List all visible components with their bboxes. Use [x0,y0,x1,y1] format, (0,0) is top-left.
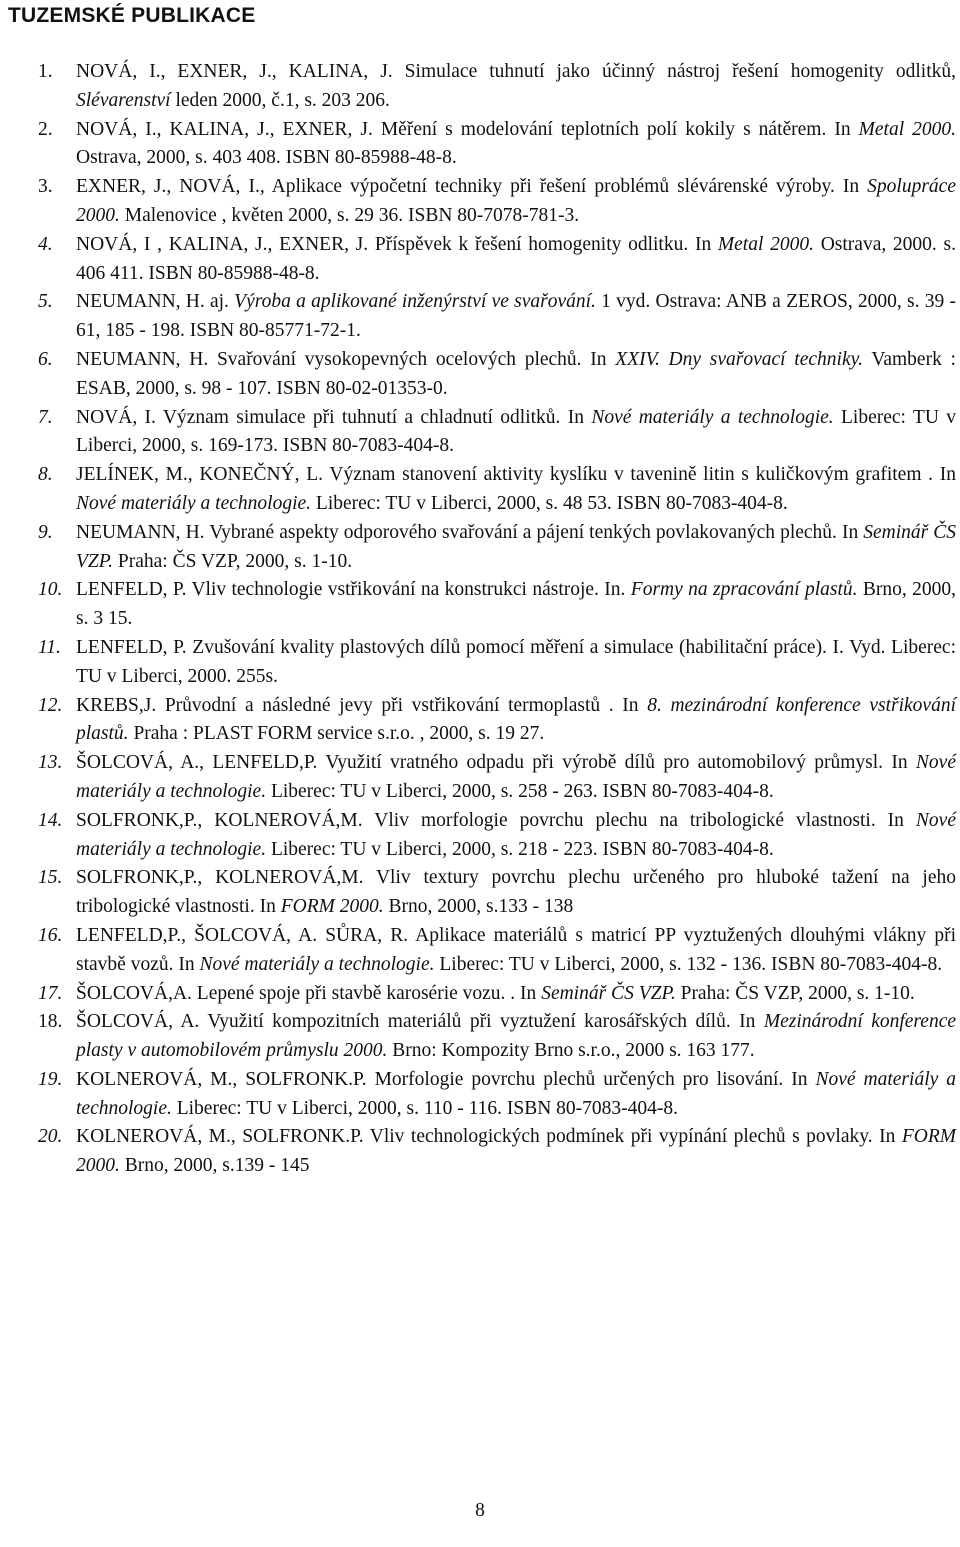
reference-item [0,980,960,1009]
reference-text-segment: Liberec: TU v Liberci, 2000, s. 132 - 136. ISBN 80-7083-404-8. [434,953,943,975]
reference-number: 4. [38,233,53,255]
reference-number: 9. [38,521,53,543]
reference-text [76,749,956,807]
reference-text-segment: Praha: ČS VZP, 2000, s. 1-10. [113,550,353,572]
reference-text-segment: 1 vyd. Ostrava: ANB a ZEROS, 2000, s. 39 - 61, 185 - 198. ISBN 80-85771-72-1. [76,291,956,342]
reference-text-segment: Liberec: TU v Liberci, 2000, s. 169-173. ISBN 80-7083-404-8. [76,406,956,457]
reference-item [0,634,960,692]
reference-text [76,404,956,462]
reference-source-title: Mezinárodní konference plasty v automobilovém průmyslu 2000. [76,1011,957,1062]
reference-source-title: 8. mezinárodní konference vstřikování plastů. [76,694,956,745]
reference-text [76,1066,956,1124]
reference-text-segment: Liberec: TU v Liberci, 2000, s. 258 - 263. ISBN 80-7083-404-8. [266,780,774,802]
reference-text [76,116,956,174]
reference-item [0,576,960,634]
reference-text-segment: LENFELD, P. Vliv technologie vstřikování na konstrukci nástroje. In. [76,579,631,601]
reference-source-title: XXIV. Dny svařovací techniky. [615,348,864,370]
reference-number: 20. [38,1126,63,1148]
reference-text-segment: LENFELD,P., ŠOLCOVÁ, A. SŮRA, R. Aplikace materiálů s matricí PP vyztužených dlouhými vlákny při stavbě vozů. In [76,924,956,975]
reference-item [0,1008,960,1066]
reference-text-segment: NOVÁ, I. Význam simulace při tuhnutí a chladnutí odlitků. In [76,406,592,428]
reference-text-segment: Liberec: TU v Liberci, 2000, s. 110 - 116. ISBN 80-7083-404-8. [171,1097,679,1119]
reference-source-title: Nové materiály a technologie. [199,953,435,975]
reference-text-segment: KREBS,J. Průvodní a následné jevy při vstřikování termoplastů . In [76,694,648,716]
reference-text [76,864,956,922]
reference-number: 2. [38,118,53,140]
reference-text-segment: EXNER, J., NOVÁ, I., Aplikace výpočetní techniky při řešení problémů slévárenské výroby. In [76,176,868,198]
reference-source-title: Nové materiály a technologie. [76,752,956,802]
reference-text-segment: NOVÁ, I , KALINA, J., EXNER, J. Příspěvek k řešení homogenity odlitku. In [76,233,718,255]
reference-text [76,1008,956,1066]
reference-item [0,461,960,519]
reference-text [76,346,956,404]
reference-text [76,519,956,577]
reference-source-title: Nové materiály a technologie. [76,1068,956,1119]
page-number: 8 [475,1500,485,1521]
reference-item [0,519,960,577]
reference-text [76,231,956,289]
reference-text-segment: SOLFRONK,P., KOLNEROVÁ,M. Vliv textury povrchu plechu určeného pro hluboké tažení na jeho tribologické vlastnosti. In [76,867,956,918]
reference-item [0,922,960,980]
reference-item [0,864,960,922]
reference-item [0,346,960,404]
reference-number: 10. [38,579,63,601]
reference-source-title: FORM 2000. [280,896,384,918]
reference-number: 13. [38,752,63,774]
reference-text-segment: Praha : PLAST FORM service s.r.o. , 2000, s. 19 27. [128,723,545,745]
reference-text-segment: Brno: Kompozity Brno s.r.o., 2000 s. 163 177. [387,1040,755,1062]
reference-number: 8. [38,464,53,486]
reference-source-title: Nové materiály a technologie. [591,406,834,428]
reference-text [76,1123,956,1181]
reference-text-segment: Brno, 2000, s.139 - 145 [119,1155,310,1177]
reference-text [76,692,956,750]
reference-text-segment: ŠOLCOVÁ, A., LENFELD,P. Využití vratného odpadu při výrobě dílů pro automobilový průmysl. In [76,752,916,774]
reference-text-segment: Praha: ČS VZP, 2000, s. 1-10. [675,982,915,1004]
reference-item [0,404,960,462]
reference-item [0,58,960,116]
reference-text-segment: Liberec: TU v Liberci, 2000, s. 218 - 223. ISBN 80-7083-404-8. [266,838,774,860]
reference-number: 15. [38,867,63,889]
reference-item [0,692,960,750]
reference-text-segment: NEUMANN, H. aj. [76,291,235,313]
reference-text [76,58,956,116]
reference-number: 14. [38,809,63,831]
reference-text [76,634,956,692]
reference-item [0,288,960,346]
reference-number: 7. [38,406,53,428]
reference-number: 18. [38,1011,63,1033]
reference-text-segment: NEUMANN, H. Svařování vysokopevných ocelových plechů. In [76,348,616,370]
reference-number: 5. [38,291,53,313]
reference-text [76,461,956,519]
reference-text [76,288,956,346]
reference-source-title: Seminář ČS VZP. [541,982,676,1004]
reference-text [76,576,956,634]
reference-source-title: Spolupráce 2000. [76,176,956,226]
reference-text [76,173,956,231]
reference-source-title: Formy na zpracování plastů. [630,579,858,601]
reference-text-segment: ŠOLCOVÁ,A. Lepené spoje při stavbě karosérie vozu. . In [76,982,542,1004]
reference-text [76,980,956,1009]
reference-item [0,1123,960,1181]
reference-list [0,58,960,1181]
reference-number: 6. [38,348,53,370]
reference-text-segment: NOVÁ, I., KALINA, J., EXNER, J. Měření s modelování teplotních polí kokily s nátěrem. In [76,118,859,140]
reference-text-segment: Brno, 2000, s.133 - 138 [383,896,574,918]
reference-text-segment: Liberec: TU v Liberci, 2000, s. 48 53. ISBN 80-7083-404-8. [311,492,788,514]
reference-text-segment: KOLNEROVÁ, M., SOLFRONK.P. Morfologie povrchu plechů určených pro lisování. In [76,1068,816,1090]
reference-item [0,231,960,289]
reference-item [0,807,960,865]
reference-item [0,116,960,174]
reference-text-segment: SOLFRONK,P., KOLNEROVÁ,M. Vliv morfologie povrchu plechu na tribologické vlastnosti. In [76,809,916,831]
reference-source-title: FORM 2000. [76,1126,956,1177]
reference-text-segment: Vamberk : ESAB, 2000, s. 98 - 107. ISBN 80-02-01353-0. [76,348,956,399]
reference-source-title: Metal 2000. [858,118,957,140]
reference-number: 17. [38,982,63,1004]
reference-number: 16. [38,924,63,946]
reference-text-segment: NEUMANN, H. Vybrané aspekty odporového svařování a pájení tenkých povlakovaných plechů. In [76,521,864,543]
reference-number: 3. [38,176,53,198]
reference-text [76,807,956,865]
reference-item [0,1066,960,1124]
reference-source-title: Nové materiály a technologie. [76,809,956,860]
reference-text [76,922,956,980]
reference-number: 19. [38,1068,63,1090]
reference-item [0,749,960,807]
reference-text-segment: Brno, 2000, s. 3 15. [76,579,957,630]
reference-number: 1. [38,61,53,82]
reference-item [0,173,960,231]
reference-text-segment: KOLNEROVÁ, M., SOLFRONK.P. Vliv technologických podmínek při vypínání plechů s povlaky. In [76,1126,902,1148]
reference-source-title: Metal 2000. [717,233,814,255]
reference-text-segment: LENFELD, P. Zvušování kvality plastových dílů pomocí měření a simulace (habilitační práce). I. Vyd. Liberec: TU v Liberci, 2000. 255s. [76,636,956,687]
reference-text-segment: Ostrava, 2000. s. 406 411. ISBN 80-85988-48-8. [76,233,956,284]
reference-text-segment: Ostrava, 2000, s. 403 408. ISBN 80-85988-48-8. [76,147,457,169]
reference-text-segment: NOVÁ, I., EXNER, J., KALINA, J. Simulace tuhnutí jako účinný nástroj řešení homogenity odlitků, [76,61,956,82]
reference-text-segment: JELÍNEK, M., KONEČNÝ, L. Význam stanovení aktivity kyslíku v tavenině litin s kuličkovým grafitem . In [76,464,956,486]
reference-source-title: Slévarenství [76,89,171,111]
reference-text-segment: leden 2000, č.1, s. 203 206. [170,89,390,111]
reference-text-segment: ŠOLCOVÁ, A. Využití kompozitních materiálů při vyztužení karosářských dílů. In [76,1011,764,1033]
reference-text-segment: Malenovice , květen 2000, s. 29 36. ISBN 80-7078-781-3. [119,204,580,226]
reference-source-title: Výroba a aplikované inženýrství ve svařování. [234,291,596,313]
reference-source-title: Nové materiály a technologie. [76,492,312,514]
reference-number: 12. [38,694,63,716]
reference-number: 11. [38,636,61,658]
section-heading: TUZEMSKÉ PUBLIKACE [8,4,256,27]
reference-source-title: Seminář ČS VZP. [76,521,956,572]
